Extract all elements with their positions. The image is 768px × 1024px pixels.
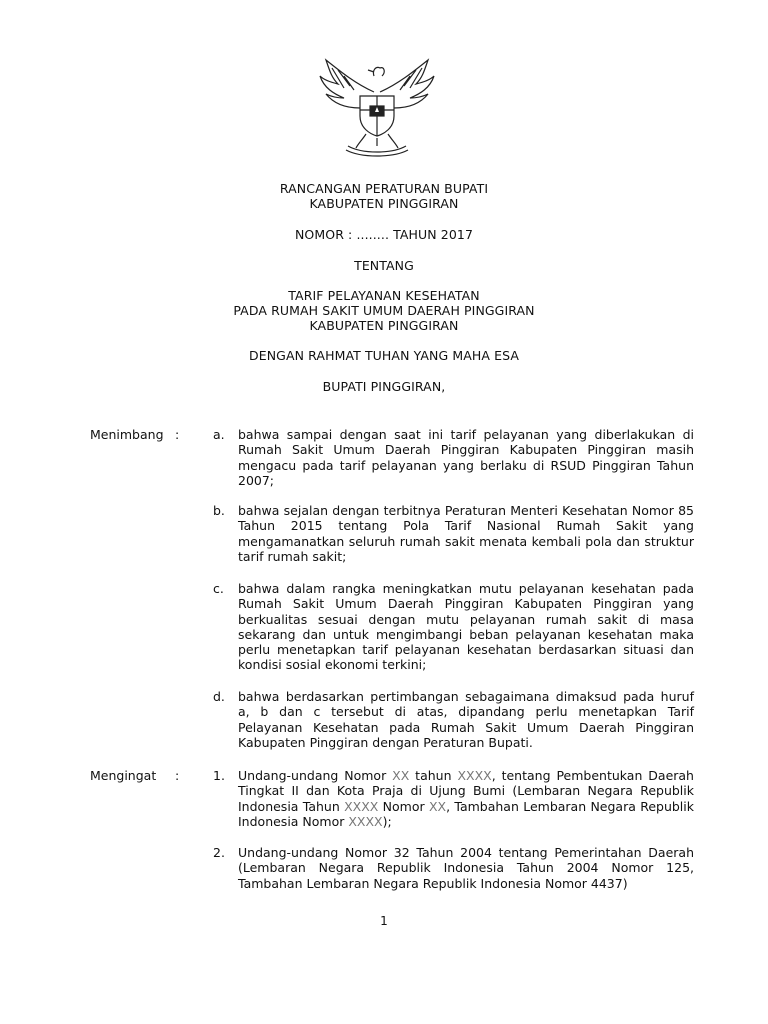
text-segment: Nomor [378,798,429,814]
text-segment: tahun [409,768,458,783]
menimbang-label: Menimbang [90,427,164,442]
page-number: 1 [380,914,388,928]
tentang-heading: TENTANG [354,258,414,273]
menimbang-item-c: bahwa dalam rangka meningkatkan mutu pelayanan kesehatan pada Rumah Sakit Umum Daerah Pinggiran Kabupaten Pinggiran yang berkualitas sesuai dengan mutu pelayanan rumah sakit di masa sekarang dan untuk mengimbangi beban pelayanan kesehatan maka perlu menetapkan tarif pelayanan kesehatan berdasarkan situasi dan kondisi sosial ekonomi terkini; [238,581,694,673]
mengingat-item-1-marker: 1. [213,768,225,783]
placeholder-segment: XX [392,768,410,783]
mengingat-item-2: Undang-undang Nomor 32 Tahun 2004 tentang Pemerintahan Daerah (Lembaran Negara Republik Indonesia Tahun 2004 Nomor 125, Tambahan Lembaran Negara Republik Indonesia Nomor 4437) [238,845,694,891]
title-line-3: KABUPATEN PINGGIRAN [309,318,459,333]
mengingat-colon: : [175,768,180,783]
garuda-emblem-icon [316,54,438,160]
rahmat-line: DENGAN RAHMAT TUHAN YANG MAHA ESA [249,348,519,363]
menimbang-item-d-marker: d. [213,689,225,704]
text-segment: , Tambahan Lembaran Negara Republik Indonesia Nomor [238,798,694,829]
mengingat-item-1 [238,768,694,829]
menimbang-item-a: bahwa sampai dengan saat ini tarif pelayanan yang diberlakukan di Rumah Sakit Umum Daerah Pinggiran Kabupaten Pinggiran masih mengacu pada tarif pelayanan yang berlaku di RSUD Pinggiran Tahun 2007; [238,427,694,488]
menimbang-colon: : [175,427,180,442]
placeholder-segment: XXXX [457,768,492,783]
bupati-line: BUPATI PINGGIRAN, [322,379,446,394]
text-segment: Undang-undang Nomor [238,768,393,783]
title-line-2: PADA RUMAH SAKIT UMUM DAERAH PINGGIRAN [233,303,535,318]
menimbang-item-d: bahwa berdasarkan pertimbangan sebagaimana dimaksud pada huruf a, b dan c tersebut di atas, dipandang perlu menetapkan Tarif Pelayanan Kesehatan pada Rumah Sakit Umum Daerah Pinggiran Kabupaten Pinggiran dengan Peraturan Bupati. [238,689,694,750]
menimbang-item-b: bahwa sejalan dengan terbitnya Peraturan Menteri Kesehatan Nomor 85 Tahun 2015 tentang Pola Tarif Nasional Rumah Sakit yang mengamanatkan seluruh rumah sakit menata kembali pola dan struktur tarif rumah sakit; [238,503,694,564]
placeholder-segment: XXXX [344,798,379,814]
heading-line-2: KABUPATEN PINGGIRAN [309,196,459,211]
mengingat-label: Mengingat [90,768,157,783]
text-segment: , tentang Pembentukan Daerah Tingkat II dan Kota Praja di Ujung Bumi (Lembaran Negara Republik Indonesia Tahun [238,768,694,814]
nomor-line: NOMOR : ........ TAHUN 2017 [294,227,474,242]
placeholder-segment: XX [428,798,447,814]
placeholder-segment: XXXX [348,813,383,829]
mengingat-item-2-marker: 2. [213,845,225,860]
heading-line-1: RANCANGAN PERATURAN BUPATI [279,181,489,196]
text-segment: ); [382,813,392,829]
title-line-1: TARIF PELAYANAN KESEHATAN [288,288,480,303]
menimbang-item-c-marker: c. [213,581,224,596]
menimbang-item-b-marker: b. [213,503,225,518]
menimbang-item-a-marker: a. [213,427,225,442]
